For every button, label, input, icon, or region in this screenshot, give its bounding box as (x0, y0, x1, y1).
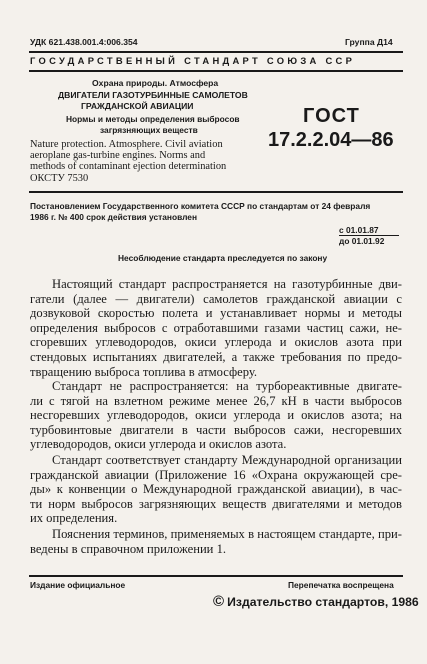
text-line: дозвуковой скоростью полета и устанавливает нормы и методы (30, 306, 402, 321)
group-code: Группа Д14 (345, 37, 393, 47)
text-line: сгоревших углеводородов, окиси углерода и окислов азота при (30, 335, 402, 350)
state-standard-heading: ГОСУДАРСТВЕННЫЙ СТАНДАРТ СОЮЗА ССР (30, 55, 356, 66)
english-title-line-2: aeroplane gas-turbine engines. Norms and (30, 150, 206, 161)
gost-label: ГОСТ (303, 105, 360, 127)
text-line: их определения. (30, 511, 118, 526)
heading-rule (29, 70, 403, 72)
gost-number: 17.2.2.04—86 (268, 129, 394, 151)
text-line: ведены в справочном приложении 1. (30, 541, 227, 556)
effective-from: с 01.01.87 (339, 225, 379, 235)
text-line: ли с тягой на взлетном режиме менее 26,7 кН в части выбросов (30, 393, 402, 408)
text-line: Стандарт не распространяется: на турбореактивные двигате- (52, 379, 402, 393)
text-line: турбовинтовые двигатели в части выбросов сажи, несгоревших (30, 422, 402, 437)
paragraph-conformity (30, 453, 402, 526)
top-rule (29, 51, 403, 53)
text-line: углеводородов, окиси углерода и окислов азота. (30, 437, 287, 452)
footer-rule (29, 575, 403, 577)
text-line: определения выбросов с отработавшими газами частиц сажи, не- (30, 320, 402, 335)
text-line: Пояснения терминов, применяемых в настоящем стандарте, при- (52, 527, 402, 541)
decree-line-2: 1986 г. № 400 срок действия установлен (30, 212, 198, 222)
paragraph-exclusions (30, 379, 402, 452)
category-line: Охрана природы. Атмосфера (92, 78, 219, 88)
reprint-prohibited-label: Перепечатка воспрещена (288, 580, 394, 590)
english-title-line-3: methods of contaminant ejection determination (30, 161, 227, 172)
paragraph-scope (30, 277, 402, 379)
copyright-icon: © (213, 593, 225, 610)
publisher-line (213, 593, 419, 610)
paragraph-terms (30, 527, 402, 556)
text-line: Настоящий стандарт распространяется на газотурбинные дви- (52, 277, 402, 291)
text-line: гатели (далее — двигатели) самолетов гражданской авиации с (30, 291, 402, 306)
text-line: стендовых испытаниях двигателей, а также требования по предо- (30, 349, 402, 364)
text-line: несгоревших углеводородов, окиси углерода и окислов азота; на (30, 408, 402, 423)
effective-to: до 01.01.92 (339, 236, 385, 246)
subtitle-line-1: Нормы и методы определения выбросов (66, 114, 240, 124)
title-line-2: ГРАЖДАНСКОЙ АВИАЦИИ (81, 101, 194, 111)
publisher-name: Издательство стандартов, 1986 (227, 595, 419, 609)
official-edition-label: Издание официальное (30, 580, 126, 590)
legal-notice: Несоблюдение стандарта преследуется по закону (118, 253, 328, 263)
udk-code: УДК 621.438.001.4:006.354 (30, 37, 138, 47)
text-line: ды» к конвенции о Международной гражданской авиации), в час- (30, 482, 402, 497)
text-line: твращению выброса топлива в атмосферу. (30, 364, 258, 379)
text-line: гражданской авиации (Приложение 16 «Охрана окружающей сре- (30, 467, 402, 482)
subtitle-line-2: загрязняющих веществ (100, 125, 198, 135)
text-line: ти норм выбросов загрязняющих веществ двигателями и методов (30, 496, 402, 511)
text-line: Стандарт соответствует стандарту Международной организации (52, 453, 402, 467)
title-block-rule (29, 191, 403, 193)
decree-line-1: Постановлением Государственного комитета СССР по стандартам от 24 февраля (30, 201, 371, 211)
english-title-line-1: Nature protection. Atmosphere. Civil aviation (30, 139, 223, 150)
title-line-1: ДВИГАТЕЛИ ГАЗОТУРБИННЫЕ САМОЛЕТОВ (58, 90, 248, 100)
okstu-code: ОКСТУ 7530 (30, 173, 89, 184)
